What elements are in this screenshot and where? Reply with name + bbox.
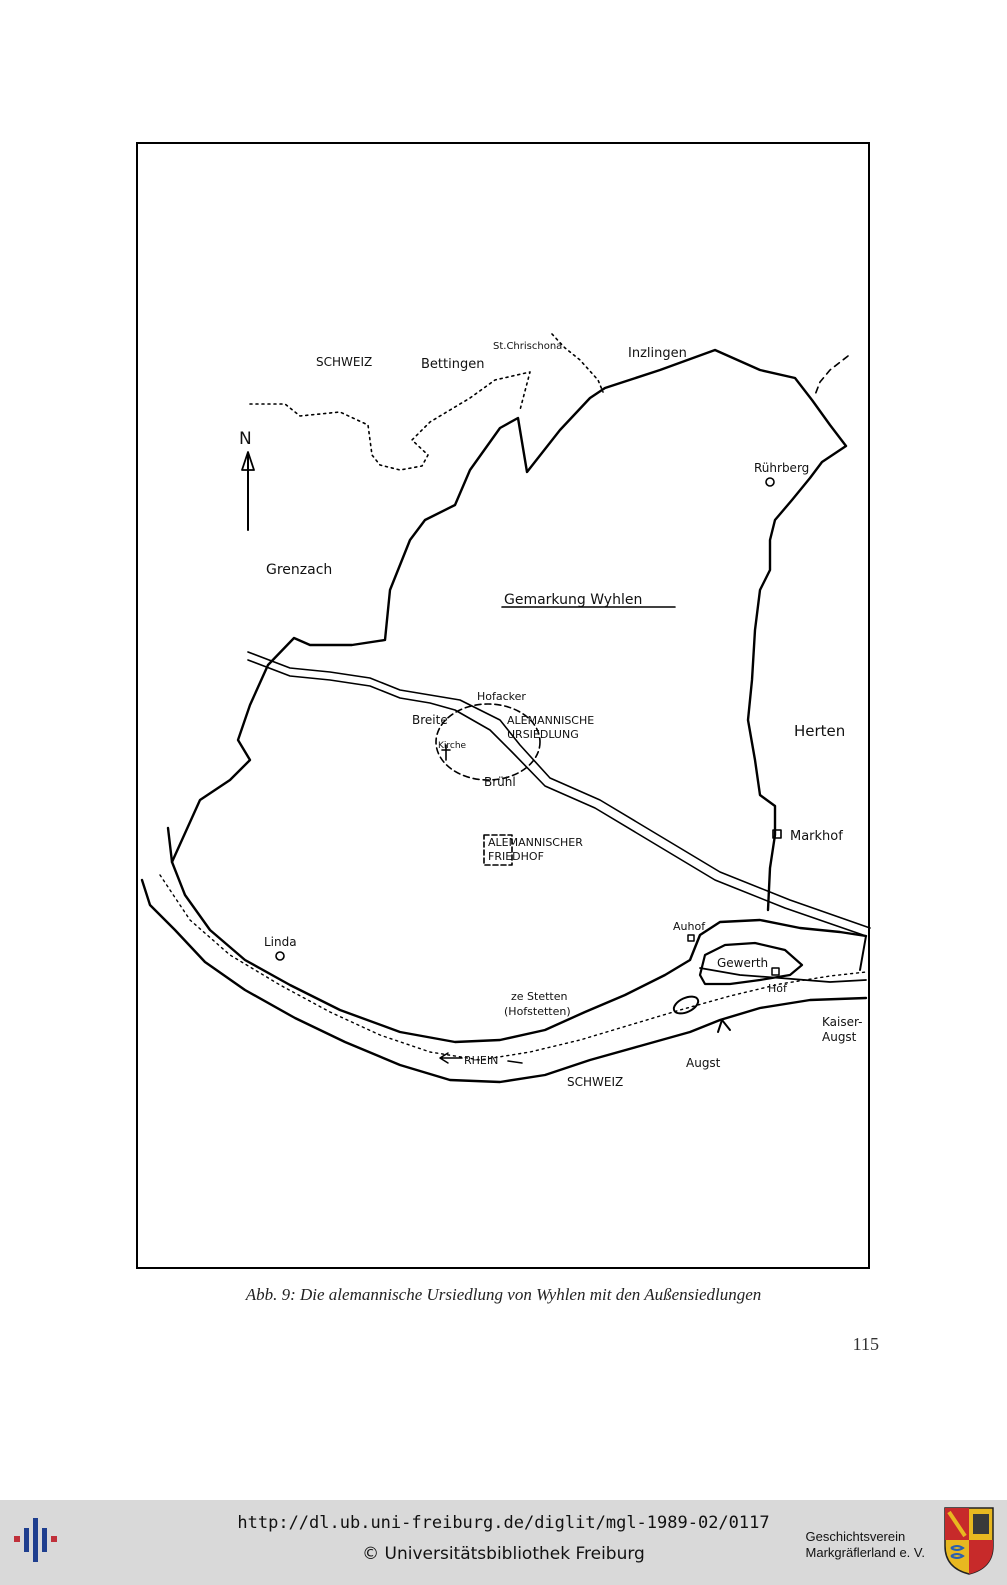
label-gewerth: Gewerth [717,956,769,970]
label-bruhl: Brühl [484,775,516,789]
label-alem-ursiedlung-2: URSIEDLUNG [507,728,579,741]
label-gemarkung: Gemarkung Wyhlen [504,592,643,608]
figure-caption: Abb. 9: Die alemannische Ursiedlung von Wyhlen mit den Außensiedlungen [245,1285,762,1304]
label-hof: Hof [768,982,787,995]
label-grenzach: Grenzach [266,562,333,578]
coat-of-arms-icon [943,1506,995,1576]
rhine-label-line [508,1061,522,1063]
label-rhein: RHEIN [464,1054,499,1067]
road-inner [248,660,866,936]
auhof-marker [688,935,694,941]
society-line-1: Geschichtsverein [805,1529,906,1544]
label-friedhof-1: ALEMANNISCHER [488,836,583,849]
footer-bar [0,1500,1007,1585]
label-kaiser: Kaiser- [822,1015,863,1029]
hof-marker [772,968,779,975]
society-name [806,1529,925,1561]
label-augst-kaiser: Augst [822,1030,857,1044]
footer-copyright: © Universitätsbibliothek Freiburg [362,1544,645,1564]
border-dashed-ne [815,356,848,395]
label-breite: Breite [412,713,448,727]
gemarkung-boundary [172,350,846,910]
label-inzlingen: Inzlingen [628,346,687,361]
national-border-north [250,372,530,470]
label-kirche: Kirche [438,741,467,751]
label-schweiz-south: SCHWEIZ [567,1075,624,1089]
road-outer [248,652,870,928]
label-markhof: Markhof [790,829,843,844]
east-edge-river [860,936,866,970]
small-island [671,993,700,1017]
linda-marker [276,952,284,960]
label-augst: Augst [686,1056,721,1070]
label-hofacker: Hofacker [477,690,526,703]
label-ruhrberg: Rührberg [754,461,810,475]
label-herten: Herten [794,722,846,740]
page-number: 115 [852,1334,879,1354]
label-alem-ursiedlung-1: ALEMANNISCHE [507,714,595,727]
ruhrberg-marker [766,478,774,486]
label-hofstetten: (Hofstetten) [504,1005,571,1018]
label-ze-stetten: ze Stetten [511,990,568,1003]
label-bettingen: Bettingen [421,357,485,372]
label-st-chrischona: St.Chrischona [493,341,563,352]
footer-url[interactable]: http://dl.ub.uni-freiburg.de/diglit/mgl-1989-02/0117 [237,1513,770,1533]
ergolz-inlet [718,1020,730,1032]
label-linda: Linda [264,935,297,949]
label-friedhof-2: FRIEDHOF [488,850,544,863]
label-schweiz-north: SCHWEIZ [316,355,373,369]
society-line-2: Markgräflerland e. V. [805,1545,925,1560]
label-north: N [239,429,252,449]
label-auhof: Auhof [673,920,706,933]
